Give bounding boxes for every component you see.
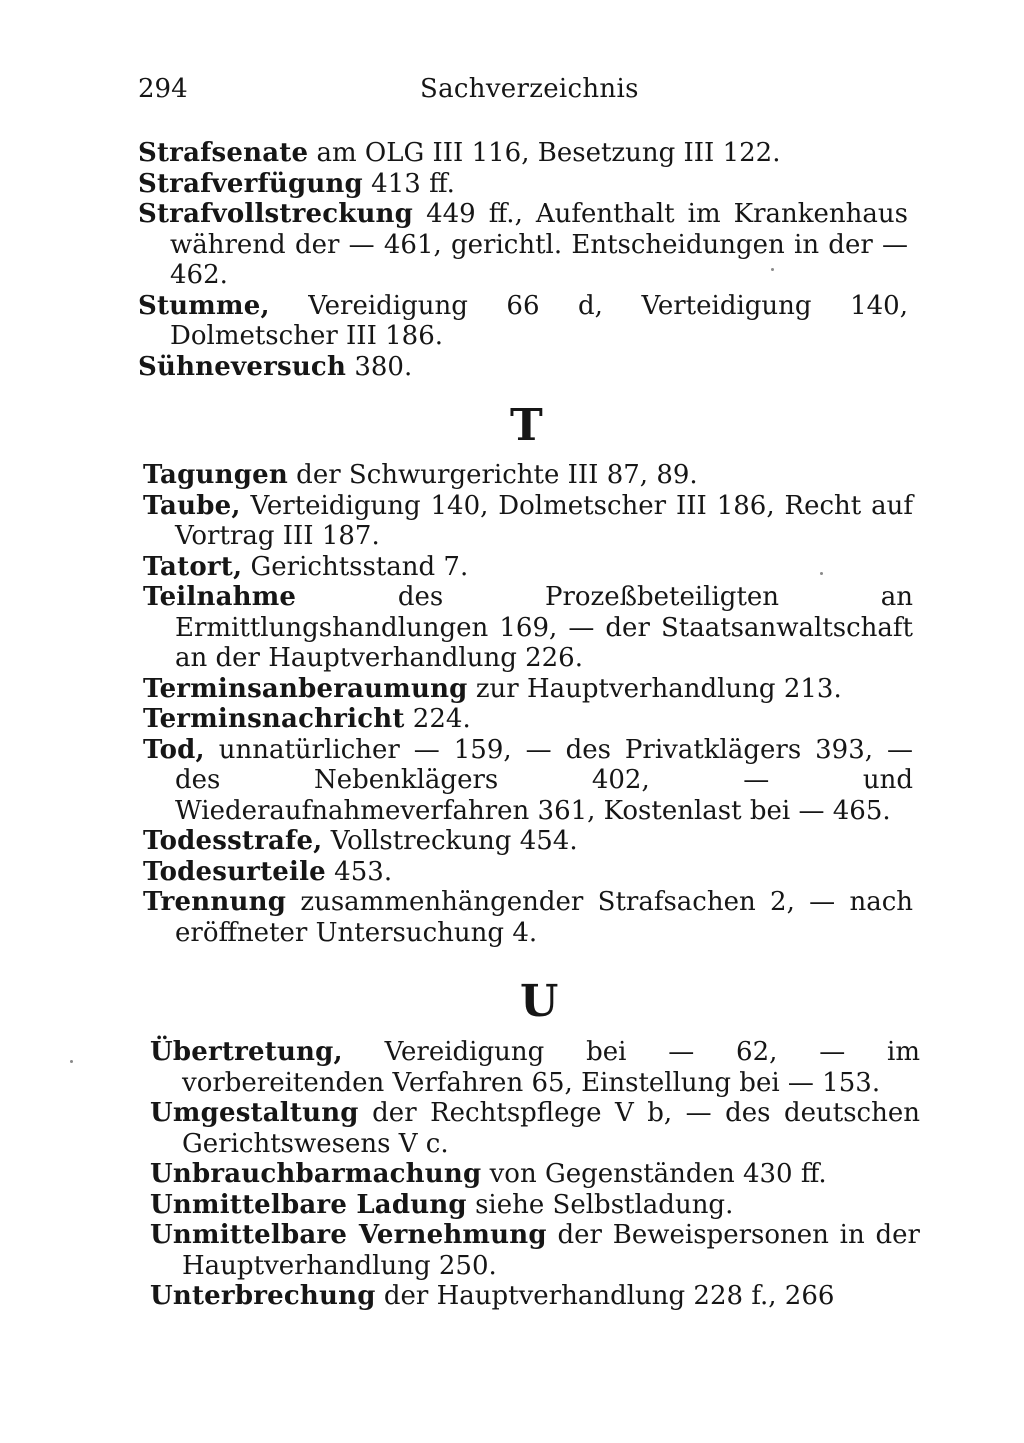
index-section-t [143,460,913,948]
index-entry [138,352,908,383]
index-entry [143,582,913,674]
entry-text: zusammenhängender Strafsachen 2, — nach eröffneter Untersuchung 4. [175,887,913,948]
entry-text: am OLG III 116, Besetzung III 122. [308,138,781,168]
index-section-s [138,138,908,382]
entry-text: Gerichtsstand 7. [242,551,469,582]
entry-lemma: Unbrauchbarmachung [150,1159,482,1189]
entry-text: der Beweispersonen in der Hauptverhandlung 250. [182,1220,920,1281]
index-entry [150,1190,920,1221]
index-entry [138,291,908,352]
entry-text: unnatürlicher — 159, — des Privatklägers 393, — des Nebenklägers 402, — und Wiederaufnahmeverfahren 361, Kostenlast bei — 465. [175,734,913,826]
scan-speck [820,572,823,575]
index-entry [143,735,913,827]
section-letter-u: U [520,976,559,1027]
index-entry [143,674,913,705]
entry-text: von Gegenständen 430 ff. [481,1159,827,1189]
index-entry [143,491,913,552]
index-section-u [150,1037,920,1312]
index-entry [138,199,908,291]
entry-text: Vereidigung bei — 62, — im vorbereitenden Verfahren 65, Einstellung bei — 153. [182,1037,920,1098]
index-entry [143,460,913,491]
scan-speck [771,268,774,271]
entry-lemma: Sühneversuch [138,351,347,382]
entry-text: 453. [325,856,393,887]
entry-lemma: Tatort, [143,551,243,582]
entry-lemma: Trennung [143,887,287,917]
entry-lemma: Todesurteile [143,856,326,887]
entry-lemma: Strafverfügung [138,168,363,199]
entry-lemma: Unterbrechung [150,1281,376,1311]
entry-lemma: Unmittelbare Ladung [150,1189,467,1220]
index-entry [143,887,913,948]
entry-lemma: Umgestaltung [150,1098,359,1128]
index-entry [143,552,913,583]
index-entry [150,1037,920,1098]
entry-text: 449 ff., Aufenthalt im Krankenhaus während der — 461, gerichtl. Entscheidungen in der — 462. [170,199,908,290]
entry-lemma: Übertretung, [150,1037,343,1067]
index-entry [150,1098,920,1159]
entry-text: 380. [346,351,413,382]
entry-lemma: Unmittelbare Vernehmung [150,1220,547,1250]
entry-lemma: Terminsanberaumung [143,673,468,704]
index-entry [143,704,913,735]
entry-lemma: Tod, [143,734,205,765]
entry-lemma: Tagungen [143,460,288,490]
entry-text: 413 ff. [362,168,455,199]
index-entry [138,169,908,200]
entry-text: des Prozeßbeteiligten an Ermittlungshandlungen 169, — der Staatsanwaltschaft an der Hauptverhandlung 226. [175,582,913,673]
entry-text: siehe Selbstladung. [466,1189,734,1220]
page-header [138,74,908,114]
entry-lemma: Stumme, [138,290,270,321]
index-entry [143,826,913,857]
entry-text: der Hauptverhandlung 228 f., 266 [375,1281,835,1311]
entry-text: Verteidigung 140, Dolmetscher III 186, Recht auf Vortrag III 187. [175,490,913,551]
entry-text: der Rechtspflege V b, — des deutschen Gerichtswesens V c. [182,1098,920,1159]
entry-text: 224. [404,704,471,734]
running-title: Sachverzeichnis [420,74,639,104]
page-number: 294 [138,74,188,104]
section-letter-t: T [510,400,543,451]
entry-text: Vollstreckung 454. [322,826,578,856]
index-entry [150,1159,920,1190]
entry-text: der Schwurgerichte III 87, 89. [287,460,698,490]
entry-text: Vereidigung 66 d, Verteidigung 140, Dolmetscher III 186. [170,290,908,351]
entry-text: zur Hauptverhandlung 213. [467,673,842,704]
entry-lemma: Terminsnachricht [143,704,405,734]
index-entry [150,1281,920,1312]
entry-lemma: Todesstrafe, [143,826,323,856]
entry-lemma: Taube, [143,490,241,521]
index-entry [150,1220,920,1281]
entry-lemma: Strafvollstreckung [138,199,414,229]
index-entry [138,138,908,169]
entry-lemma: Teilnahme [143,582,297,612]
entry-lemma: Strafsenate [138,138,309,168]
scan-speck [70,1060,73,1063]
index-entry [143,857,913,888]
